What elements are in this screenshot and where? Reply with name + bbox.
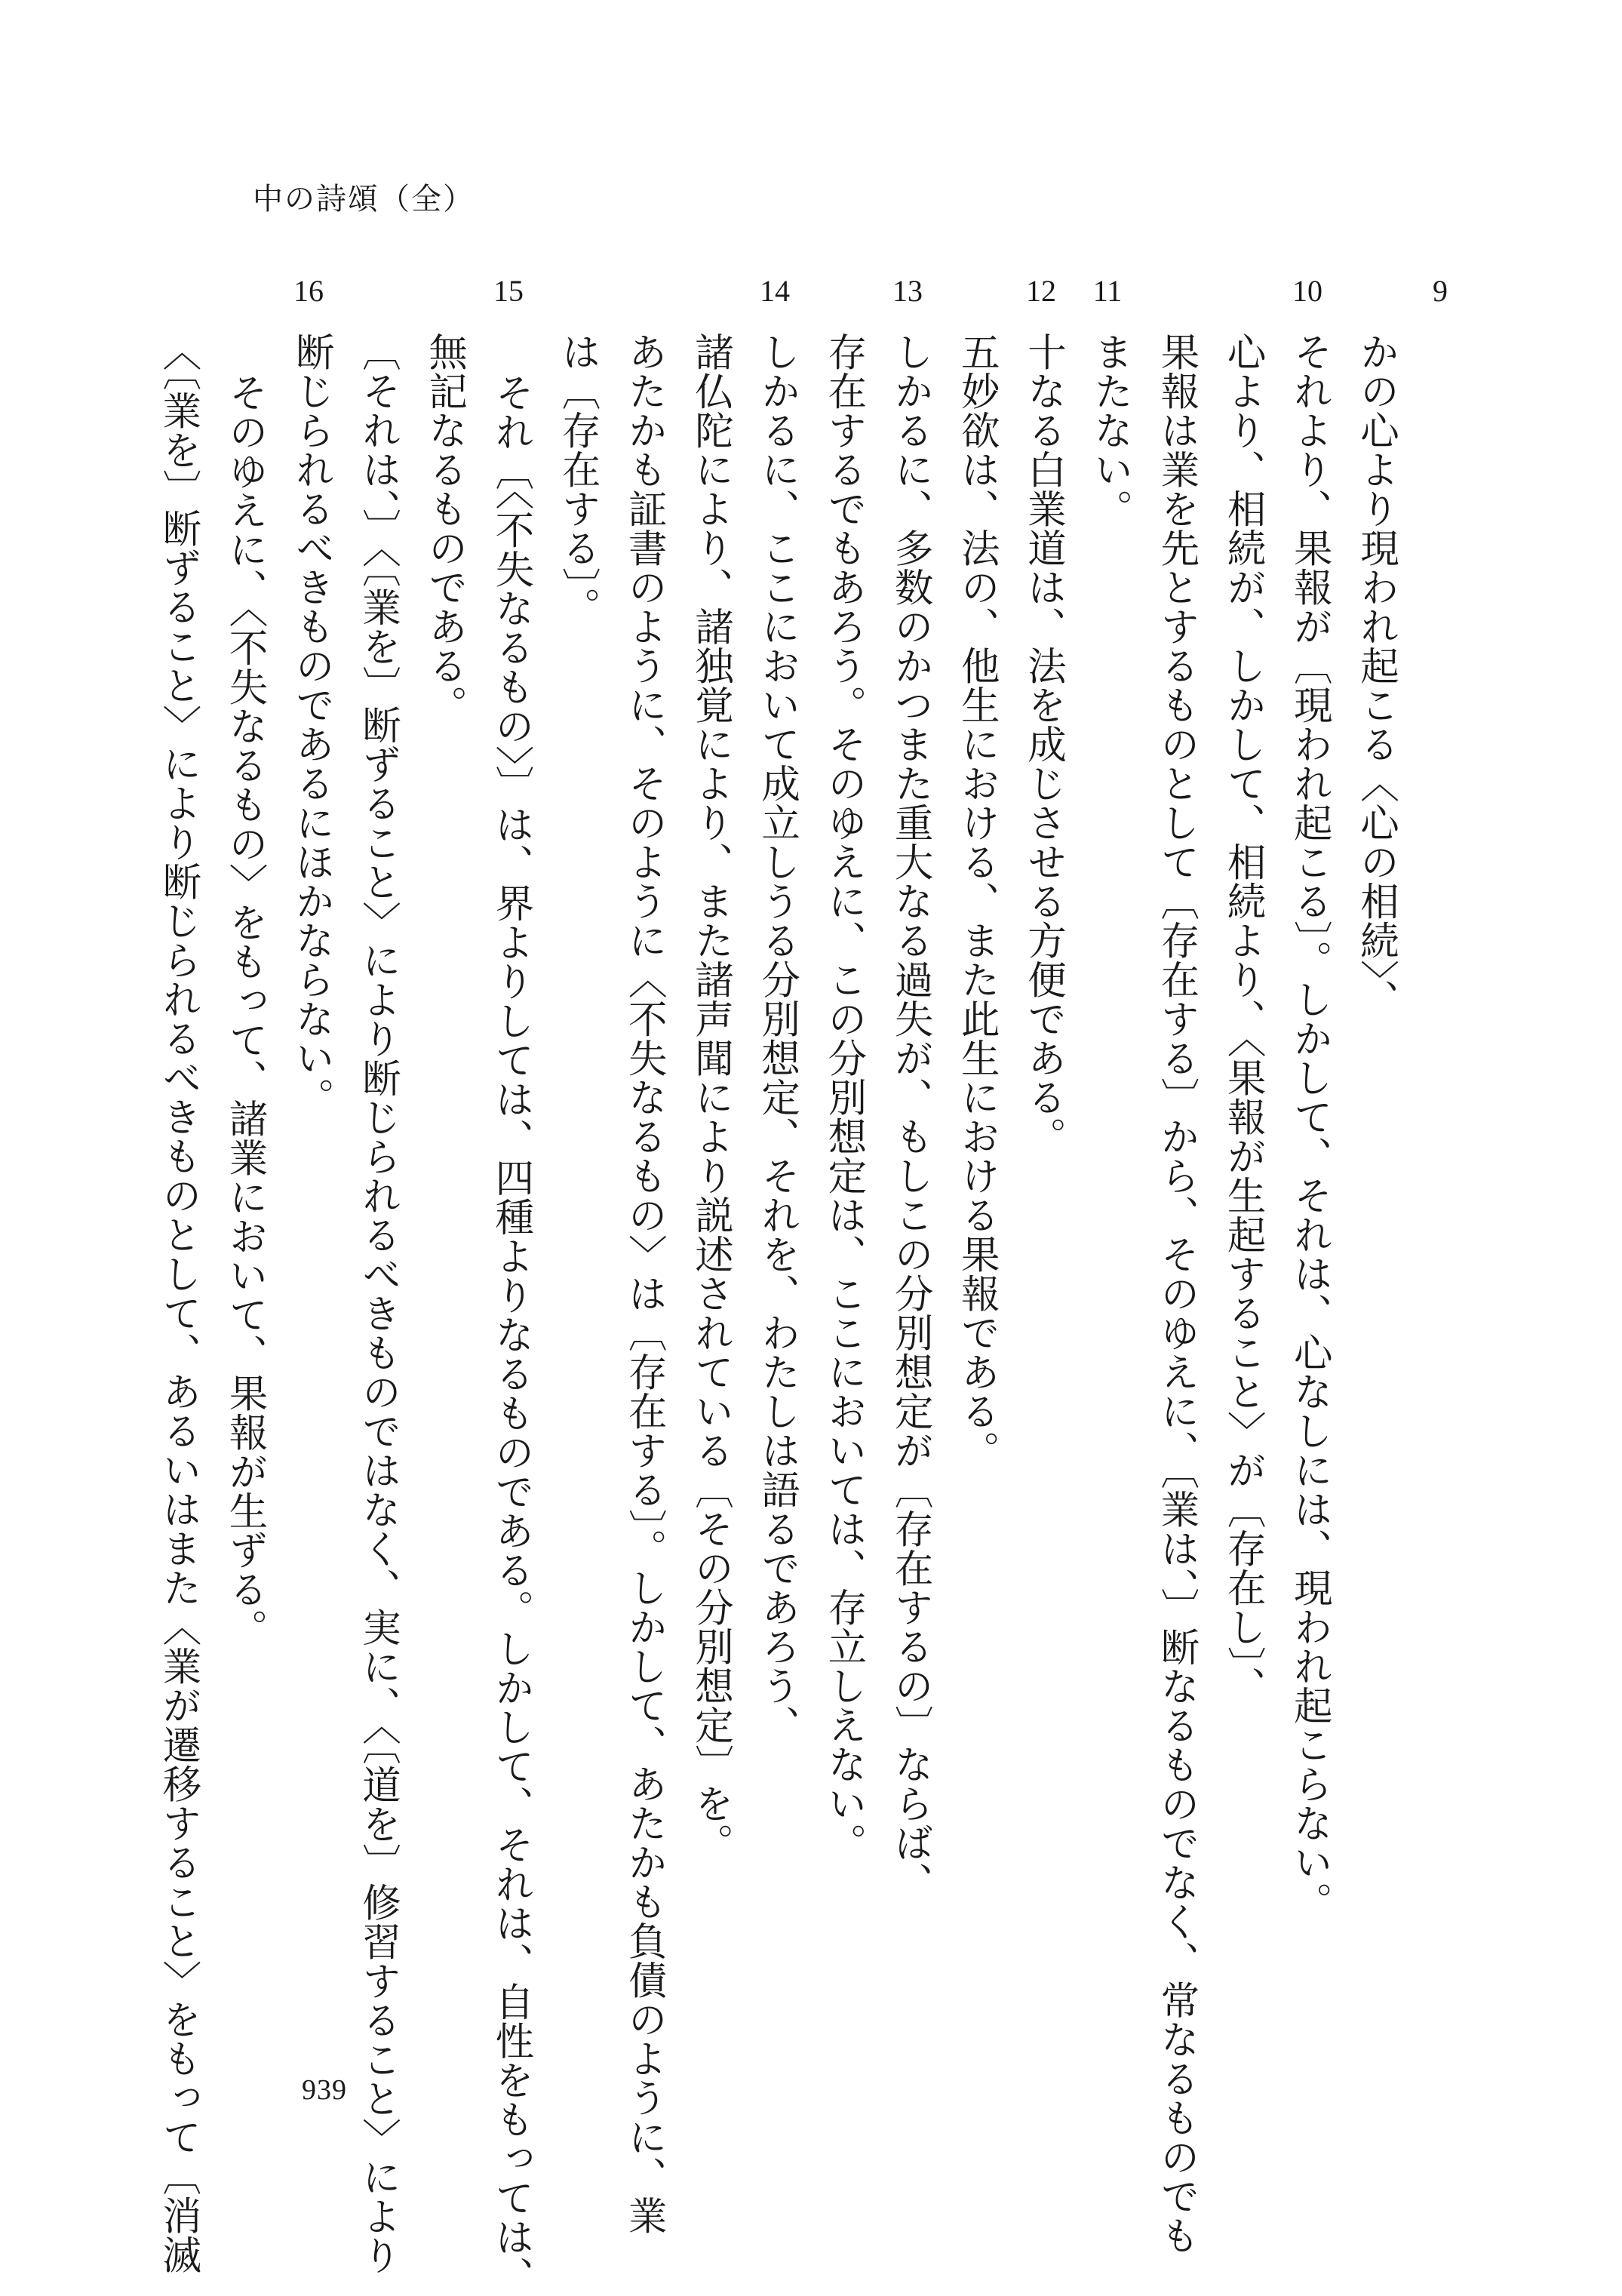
- verse-number-10: 10: [1292, 274, 1322, 308]
- verse-number-13: 13: [892, 274, 923, 308]
- verse-number-15: 15: [493, 274, 524, 308]
- running-header: 中の詩頌（全）: [253, 182, 475, 217]
- line-v14-1: あたかも証書のように、そのように〈不失なるもの〉は〔存在する〕。しかして、あたかも負債のように、業: [621, 332, 667, 2236]
- line-v10-3: またない。: [1087, 332, 1133, 528]
- line-v15-2: 断じられるべきものであるにほかならない。: [288, 332, 334, 1117]
- verse-number-14: 14: [760, 274, 790, 308]
- line-v15-1: 〔それは、〕〈〔業を〕断ずること〉により断じられるべきものではなく、実に、〈〔道を〕修習すること〉により: [355, 332, 401, 2276]
- line-v9-1: かの心より現われ起こる〈心の相続〉、: [1353, 332, 1399, 1019]
- line-v11-2: 五妙欲は、法の、他生における、また此生における果報である。: [954, 332, 1000, 1470]
- line-v13-2: 諸仏陀により、諸独覚により、また諸声聞により説述されている〔その分別想定〕を。: [687, 332, 733, 1862]
- line-v16-1: 〈〔業を〕断ずること〉により断じられるべきものとして、あるいはまた〈業が遷移すること〉をもって〔消滅: [155, 332, 201, 2275]
- verse-number-11: 11: [1092, 274, 1123, 308]
- line-v12-1: しかるに、多数のかつまた重大なる過失が、もしこの分別想定が〔存在するの〕ならば、: [887, 332, 933, 1901]
- page-number: 939: [302, 2074, 347, 2106]
- line-v10-2: 果報は業を先とするものとして〔存在する〕から、そのゆえに、〔業は、〕断なるものでなく、常なるものでも: [1154, 332, 1200, 2255]
- verse-number-9: 9: [1433, 274, 1448, 308]
- line-v13-1: しかるに、ここにおいて成立しうる分別想定、それを、わたしは語るであろう、: [754, 332, 800, 1744]
- line-v11-1: 十なる白業道は、法を成じさせる方便である。: [1020, 332, 1066, 1156]
- line-v9-2: それより、果報が〔現われ起こる〕。しかして、それは、心なしには、現われ起こらない。: [1286, 332, 1332, 1922]
- verse-number-16: 16: [293, 274, 324, 308]
- line-v15-3: そのゆえに、〈不失なるもの〉をもって、諸業において、果報が生ずる。: [222, 373, 268, 1649]
- verse-number-12: 12: [1026, 274, 1056, 308]
- line-v10-1: 心より、相続が、しかして、相続より、〈果報が生起すること〉が〔存在し〕、: [1220, 332, 1266, 1706]
- line-v14-2: は〔存在する〕。: [554, 332, 601, 627]
- line-v14-3: それ〔〈不失なるもの〉〕は、界よりしては、四種よりなるものである。しかして、それは、自性をもっては、: [488, 373, 534, 2296]
- line-v14-4: 無記なるものである。: [422, 332, 468, 724]
- line-v12-2: 存在するでもあろう。そのゆえに、この分別想定は、ここにおいては、存立しえない。: [821, 332, 867, 1862]
